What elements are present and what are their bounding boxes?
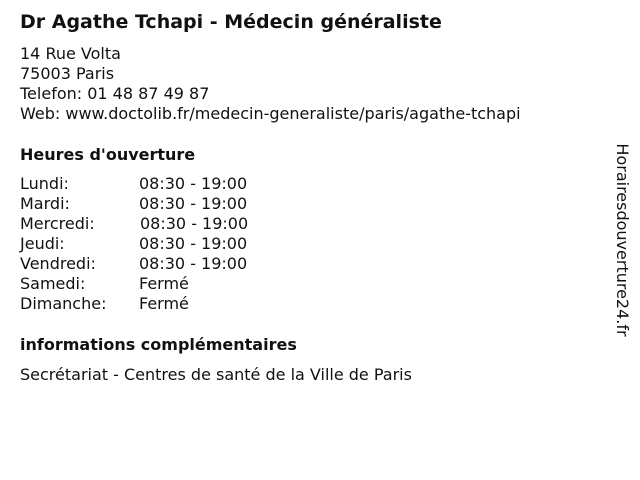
day-label: Mercredi: [20, 214, 95, 233]
additional-info-heading: informations complémentaires [20, 335, 297, 354]
hours-value: 08:30 - 19:00 [140, 214, 249, 233]
hours-value: Fermé [139, 274, 189, 293]
hours-value: 08:30 - 19:00 [139, 194, 248, 213]
site-watermark-text: Horairesdouverture24.fr [613, 143, 632, 337]
address-block [20, 44, 521, 124]
phone-number: Telefon: 01 48 87 49 87 [20, 84, 210, 103]
day-label: Vendredi: [20, 254, 96, 273]
website-url: Web: www.doctolib.fr/medecin-generaliste/paris/agathe-tchapi [20, 104, 521, 123]
day-label: Samedi: [20, 274, 86, 293]
address-city: 75003 Paris [20, 64, 115, 83]
additional-info-text: Secrétariat - Centres de santé de la Ville de Paris [20, 365, 412, 384]
day-label: Lundi: [20, 174, 69, 193]
day-label: Mardi: [20, 194, 70, 213]
hours-value: 08:30 - 19:00 [139, 174, 248, 193]
hours-value: 08:30 - 19:00 [139, 254, 248, 273]
hours-value: 08:30 - 19:00 [139, 234, 248, 253]
page-title: Dr Agathe Tchapi - Médecin généraliste [20, 11, 442, 33]
address-street: 14 Rue Volta [20, 44, 121, 63]
hours-value: Fermé [139, 294, 189, 313]
day-label: Dimanche: [20, 294, 107, 313]
day-label: Jeudi: [20, 234, 65, 253]
opening-hours-heading: Heures d'ouverture [20, 145, 196, 164]
